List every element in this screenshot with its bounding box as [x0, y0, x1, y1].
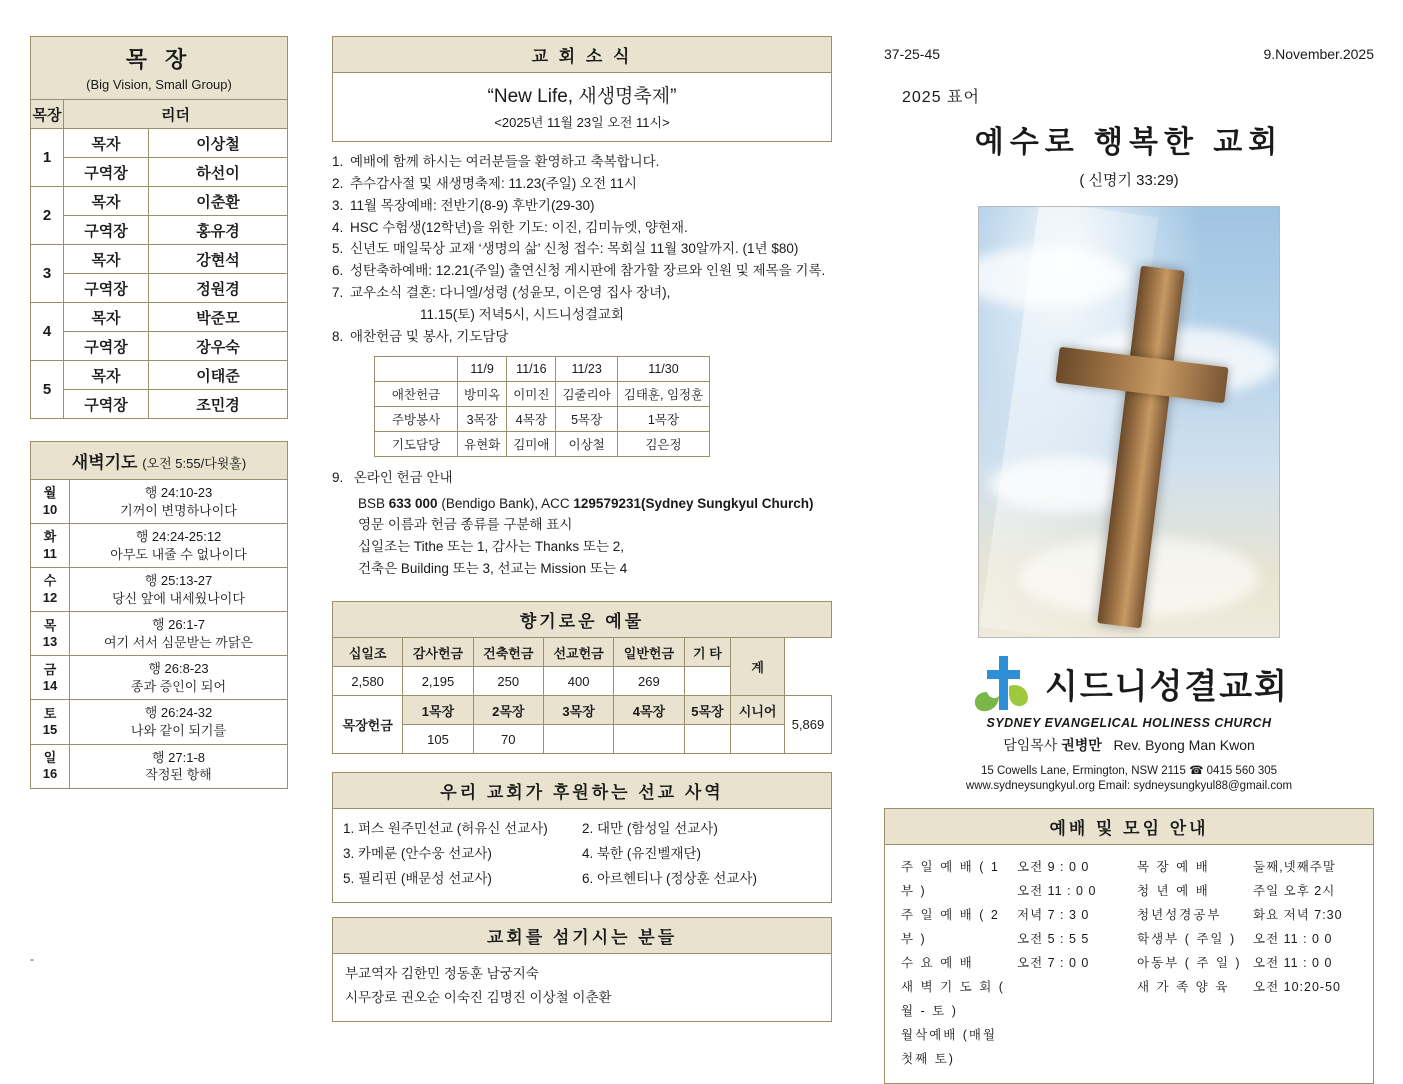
worship-item: 아동부 ( 주 일 ) — [1137, 956, 1242, 970]
dawn-line: 여기 서서 심문받는 까닭은 — [104, 634, 253, 650]
worship-col-group-times — [1249, 855, 1365, 1071]
notice-number: 9. — [332, 469, 344, 485]
mokjang-offering-value — [731, 725, 785, 754]
notice-number: 8. — [332, 328, 344, 344]
table-row — [375, 381, 710, 406]
church-logo-icon — [969, 652, 1035, 714]
table-row — [31, 480, 288, 524]
worship-item: 청년성경공부 — [1137, 908, 1222, 922]
incense-amount: 2,195 — [403, 667, 473, 696]
table-row — [31, 524, 288, 568]
worship-time: 오전 11 : 0 0 — [1253, 956, 1333, 970]
notice-number: 4. — [332, 219, 344, 235]
mokjang-offering-value — [543, 725, 613, 754]
bulletin-header — [884, 46, 1374, 62]
mokjang-role: 구역장 — [64, 390, 149, 419]
dawn-verse-cell — [70, 480, 288, 524]
duty-label: 애찬헌금 — [375, 381, 458, 406]
table-row — [375, 406, 710, 431]
duty-cell: 1목장 — [617, 406, 709, 431]
table-row — [31, 245, 288, 274]
worship-col-times — [1013, 855, 1129, 1071]
dawn-day — [31, 568, 70, 612]
list-item — [332, 151, 832, 173]
theme-reference: ( 신명기 33:29) — [1079, 172, 1179, 189]
bank-note-2: 십일조는 Tithe 또는 1, 감사는 Thanks 또는 2, — [358, 538, 625, 554]
table-row — [31, 568, 288, 612]
mokjang-table — [30, 99, 288, 419]
bank-account-line — [358, 493, 832, 515]
dawn-day-date: 13 — [42, 633, 58, 649]
bank-acc-label: (Bendigo Bank), ACC — [437, 495, 574, 511]
dawn-prayer-title-box — [30, 441, 288, 480]
church-address: 15 Cowells Lane, Ermington, NSW 2115 ☎ 0415 560 305 — [980, 765, 1278, 777]
duty-cell: 3목장 — [458, 406, 507, 431]
worship-item: 새 벽 기 도 회 ( 월 - 토 ) — [901, 980, 1005, 1018]
dawn-verse: 행 24:24-25:12 — [135, 529, 222, 545]
list-item — [332, 217, 832, 239]
worship-time: 둘째,넷째주말 — [1253, 860, 1336, 874]
list-item — [332, 282, 832, 304]
duty-date: 11/16 — [507, 356, 556, 381]
incense-amount: 250 — [473, 667, 543, 696]
worship-time: 화요 저녁 7:30 — [1253, 908, 1343, 922]
table-header-row — [375, 356, 710, 381]
table-row — [31, 361, 288, 390]
incense-title: 향기로운 예물 — [332, 601, 832, 638]
mokjang-title-box — [30, 36, 288, 100]
incense-total-value: 5,869 — [785, 696, 832, 754]
servants-line-1: 부교역자 김한민 정동훈 남궁지숙 — [345, 966, 539, 982]
dawn-day-date: 15 — [42, 722, 58, 738]
mission-title: 우리 교회가 후원하는 선교 사역 — [332, 772, 832, 809]
notice-text: 온라인 헌금 안내 — [353, 469, 453, 485]
duty-cell: 5목장 — [556, 406, 617, 431]
incense-col: 십일조 — [333, 638, 403, 667]
mokjang-role: 구역장 — [64, 216, 149, 245]
duty-date: 11/30 — [617, 356, 709, 381]
list-item — [343, 817, 821, 842]
dawn-day — [31, 524, 70, 568]
notice-number: 6. — [332, 263, 344, 279]
mokjang-name: 박준모 — [149, 303, 288, 332]
notice-text: 예배에 함께 하시는 여러분들을 환영하고 축복합니다. — [350, 154, 660, 169]
worship-time: 오전 10:20-50 — [1253, 980, 1341, 994]
table-row — [31, 129, 288, 158]
mokjang-subtitle: (Big Vision, Small Group) — [86, 77, 232, 92]
church-name-korean: 시드니성결교회 — [1045, 667, 1289, 706]
duty-date: 11/9 — [458, 356, 507, 381]
worship-guide-grid — [893, 855, 1365, 1071]
mission-item: 4. 북한 (유진벨재단) — [582, 846, 702, 862]
duty-cell: 4목장 — [507, 406, 556, 431]
mokjang-offering-value — [614, 725, 684, 754]
church-logo-row — [884, 652, 1374, 714]
pastor-label: 담임목사 — [1003, 737, 1058, 753]
dawn-day-date: 16 — [42, 766, 58, 782]
pastor-name-korean: 권병만 — [1061, 737, 1102, 753]
notice-number: 7. — [332, 285, 344, 301]
mokjang-col-leader: 리더 — [64, 100, 288, 129]
church-web-email: www.sydneysungkyul.org Email: sydneysungkyul88@gmail.com — [965, 780, 1293, 792]
notice-text: 11월 목장예배: 전반기(8-9) 후반기(29-30) — [350, 197, 595, 213]
duty-cell: 김태훈, 임정훈 — [617, 381, 709, 406]
mokjang-name: 정원경 — [149, 274, 288, 303]
worship-guide-box — [884, 845, 1374, 1084]
mokjang-title: 목 장 — [125, 47, 193, 72]
mokjang-role: 구역장 — [64, 332, 149, 361]
mokjang-offering-col: 5목장 — [684, 696, 731, 725]
notice-text: 신년도 매일묵상 교재 ‘생명의 삶’ 신청 접수: 목회실 11월 30알까지. (1년 $80) — [350, 241, 799, 257]
worship-item: 새 가 족 양 육 — [1137, 980, 1230, 994]
worship-item: 목 장 예 배 — [1137, 860, 1210, 874]
table-row — [31, 303, 288, 332]
mokjang-name: 조민경 — [149, 390, 288, 419]
theme-main: 예수로 행복한 교회 — [974, 126, 1284, 159]
duty-cell: 이상철 — [556, 431, 617, 456]
worship-time: 주일 오후 2시 — [1253, 884, 1336, 898]
incense-amount — [684, 667, 731, 696]
worship-col-names — [893, 855, 1013, 1071]
dawn-prayer-table — [30, 479, 288, 789]
dawn-line: 종과 증인이 되어 — [130, 678, 227, 694]
table-row — [31, 656, 288, 700]
table-row — [31, 332, 288, 361]
mokjang-offering-col: 2목장 — [473, 696, 543, 725]
worship-col-groups — [1129, 855, 1249, 1071]
notice-number: 3. — [332, 197, 344, 213]
mission-item: 2. 대만 (함성일 선교사) — [582, 821, 718, 837]
cross-photo — [978, 206, 1280, 638]
dawn-day-name: 화 — [43, 529, 57, 545]
mokjang-col-no: 목장 — [31, 100, 64, 129]
duty-cell: 김미애 — [507, 431, 556, 456]
dawn-day-name: 토 — [43, 705, 57, 721]
dawn-verse: 행 25:13-27 — [144, 573, 213, 589]
table-row — [31, 744, 288, 788]
dawn-day — [31, 612, 70, 656]
duty-cell: 김은정 — [617, 431, 709, 456]
theme-year: 2025 표어 — [902, 89, 980, 106]
dawn-day-name: 수 — [43, 573, 57, 589]
middle-column — [332, 36, 832, 1022]
bank-bsb-value: 633 000 — [388, 495, 438, 511]
table-header-row — [31, 100, 288, 129]
mokjang-offering-value: 70 — [473, 725, 543, 754]
worship-item: 청 년 예 배 — [1137, 884, 1210, 898]
dawn-day-date: 10 — [42, 501, 58, 517]
dawn-day-date: 14 — [42, 677, 58, 693]
notice-text: 성탄축하예배: 12.21(주일) 출연신청 게시판에 참가할 장르와 인원 및 제목을 기록. — [350, 263, 826, 279]
table-row — [375, 431, 710, 456]
duty-label: 주방봉사 — [375, 406, 458, 431]
table-row — [333, 696, 832, 725]
incense-amount: 2,580 — [333, 667, 403, 696]
mokjang-offering-value — [684, 725, 731, 754]
mokjang-name: 장우숙 — [149, 332, 288, 361]
worship-time: 오전 11 : 0 0 — [1253, 932, 1333, 946]
dawn-line: 기꺼이 변명하나이다 — [120, 502, 237, 518]
mokjang-role: 목자 — [64, 187, 149, 216]
worship-item: 수 요 예 배 — [901, 956, 974, 970]
dawn-day — [31, 480, 70, 524]
mission-item: 5. 필리핀 (배문성 선교사) — [343, 871, 492, 887]
mokjang-no: 5 — [31, 361, 64, 419]
church-name-english: SYDNEY EVANGELICAL HOLINESS CHURCH — [986, 716, 1272, 730]
mokjang-no: 1 — [31, 129, 64, 187]
dawn-verse-cell — [70, 744, 288, 788]
worship-item: 주 일 예 배 ( 1 부 ) — [901, 860, 1000, 898]
mokjang-no: 2 — [31, 187, 64, 245]
dawn-verse: 행 26:1-7 — [151, 617, 206, 633]
newlife-datetime: <2025년 11월 23일 오전 11시> — [494, 115, 670, 130]
incense-amount: 400 — [543, 667, 613, 696]
mokjang-role: 구역장 — [64, 274, 149, 303]
mokjang-offering-col: 4목장 — [614, 696, 684, 725]
dawn-line: 당신 앞에 내세웠나이다 — [112, 590, 245, 606]
dawn-day-name: 목 — [43, 617, 57, 633]
worship-time: 오전 7 : 0 0 — [1017, 956, 1090, 970]
duty-date: 11/23 — [556, 356, 617, 381]
dawn-verse: 행 26:8-23 — [148, 661, 209, 677]
mission-list — [332, 809, 832, 903]
mokjang-role: 구역장 — [64, 158, 149, 187]
list-item — [332, 238, 832, 260]
worship-item: 학생부 ( 주일 ) — [1137, 932, 1237, 946]
notice-number: 5. — [332, 241, 344, 257]
dawn-day — [31, 744, 70, 788]
mission-item: 3. 카메룬 (안수웅 선교사) — [343, 846, 492, 862]
right-column — [884, 46, 1374, 1084]
worship-time: 오전 9 : 0 0 — [1017, 860, 1090, 874]
dawn-day-name: 일 — [43, 749, 57, 765]
list-item — [332, 326, 832, 348]
mokjang-name: 이상철 — [149, 129, 288, 158]
bank-note-3: 건축은 Building 또는 3, 선교는 Mission 또는 4 — [358, 560, 628, 576]
dawn-verse: 행 27:1-8 — [151, 749, 206, 765]
bank-acc-value: 129579231(Sydney Sungkyul Church) — [573, 495, 814, 511]
dawn-day-name: 금 — [43, 661, 57, 677]
pastor-line — [884, 735, 1374, 755]
page-corner-mark: - — [30, 952, 34, 966]
mokjang-offering-col: 1목장 — [403, 696, 473, 725]
online-offering-heading — [332, 466, 832, 486]
duty-corner — [375, 356, 458, 381]
dawn-verse-cell — [70, 568, 288, 612]
pastor-name-english: Rev. Byong Man Kwon — [1113, 737, 1255, 753]
mokjang-offering-col: 3목장 — [543, 696, 613, 725]
dawn-day-date: 12 — [42, 589, 58, 605]
mokjang-offering-col: 시니어 — [731, 696, 785, 725]
table-row — [31, 216, 288, 245]
worship-time: 오전 5 : 5 5 — [1017, 932, 1090, 946]
duty-cell: 이미진 — [507, 381, 556, 406]
bank-bsb-label: BSB — [358, 495, 389, 511]
list-item — [332, 195, 832, 217]
worship-time: 오전 11 : 0 0 — [1017, 884, 1097, 898]
duty-table — [374, 356, 710, 457]
servants-title: 교회를 섬기시는 분들 — [332, 917, 832, 954]
table-row — [333, 725, 832, 754]
duty-label: 기도담당 — [375, 431, 458, 456]
mokjang-role: 목자 — [64, 129, 149, 158]
notice-number: 1. — [332, 154, 344, 169]
left-column — [30, 36, 288, 789]
servants-line-2: 시무장로 권오순 이숙진 김명진 이상철 이춘환 — [345, 990, 612, 1006]
notice-subtext: 11.15(토) 저녁5시, 시드니성결교회 — [420, 307, 624, 323]
incense-col: 건축헌금 — [473, 638, 543, 667]
incense-col: 선교헌금 — [543, 638, 613, 667]
newlife-title: “New Life, 새생명축제” — [487, 86, 677, 107]
incense-col: 감사헌금 — [403, 638, 473, 667]
mokjang-role: 목자 — [64, 361, 149, 390]
list-item — [332, 173, 832, 195]
list-item — [343, 842, 821, 867]
duty-cell: 김줄리아 — [556, 381, 617, 406]
list-item — [343, 867, 821, 892]
notice-list — [332, 151, 832, 348]
mokjang-name: 이태준 — [149, 361, 288, 390]
worship-guide-title: 예배 및 모임 안내 — [884, 808, 1374, 845]
dawn-day-name: 월 — [43, 485, 57, 501]
list-item — [332, 260, 832, 282]
dawn-verse-cell — [70, 524, 288, 568]
bank-note-1: 영문 이름과 헌금 종류를 구분해 표시 — [358, 517, 573, 533]
dawn-verse-cell — [70, 700, 288, 744]
servants-list — [332, 954, 832, 1022]
table-row — [31, 274, 288, 303]
dawn-day-date: 11 — [43, 545, 57, 561]
worship-item: 주 일 예 배 ( 2 부 ) — [901, 908, 1000, 946]
worship-time: 저녁 7 : 3 0 — [1017, 908, 1090, 922]
dawn-day — [31, 656, 70, 700]
dawn-verse-cell — [70, 656, 288, 700]
dawn-verse: 행 24:10-23 — [144, 485, 213, 500]
worship-item: 월삭예배 (매월 첫째 토) — [901, 1028, 998, 1066]
notice-number: 2. — [332, 175, 344, 191]
notice-text: 추수감사절 및 새생명축제: 11.23(주일) 오전 11시 — [350, 175, 637, 191]
mission-item: 1. 퍼스 원주민선교 (허유신 선교사) — [343, 821, 548, 837]
mokjang-offering-label: 목장헌금 — [333, 696, 403, 754]
mokjang-role: 목자 — [64, 303, 149, 332]
dawn-verse: 행 26:24-32 — [144, 705, 213, 721]
mokjang-name: 하선이 — [149, 158, 288, 187]
mokjang-name: 강현석 — [149, 245, 288, 274]
dawn-prayer-subtitle: (오전 5:55/다윗홀) — [142, 456, 247, 471]
table-row — [31, 158, 288, 187]
mission-item: 6. 아르헨티나 (정상훈 선교사) — [582, 871, 757, 887]
mokjang-no: 3 — [31, 245, 64, 303]
issue-number: 37-25-45 — [884, 46, 941, 62]
notice-text: 애찬헌금 및 봉사, 기도담당 — [350, 328, 509, 344]
notice-text: HSC 수험생(12학년)을 위한 기도: 이진, 김미뉴엣, 양현재. — [350, 219, 688, 235]
duty-cell: 유현화 — [458, 431, 507, 456]
dawn-day — [31, 700, 70, 744]
church-news-title: 교 회 소 식 — [332, 36, 832, 73]
dawn-line: 작정된 항해 — [145, 767, 212, 783]
dawn-verse-cell — [70, 612, 288, 656]
incense-table — [332, 637, 832, 754]
table-row — [31, 612, 288, 656]
dawn-prayer-title: 새벽기도 — [71, 453, 138, 472]
mokjang-role: 목자 — [64, 245, 149, 274]
mokjang-name: 이춘환 — [149, 187, 288, 216]
table-row — [31, 390, 288, 419]
mokjang-no: 4 — [31, 303, 64, 361]
table-header-row — [333, 638, 832, 667]
table-row — [31, 700, 288, 744]
incense-col: 일반헌금 — [614, 638, 684, 667]
incense-amount: 269 — [614, 667, 684, 696]
table-row — [31, 187, 288, 216]
newlife-banner — [332, 73, 832, 142]
dawn-line: 아무도 내줄 수 없나이다 — [110, 546, 247, 562]
incense-col: 기 타 — [684, 638, 731, 667]
issue-date: 9.November.2025 — [1263, 46, 1374, 62]
notice-text: 교우소식 결혼: 다니엘/성령 (성윤모, 이은영 집사 장녀), — [350, 285, 671, 301]
incense-col-total: 계 — [731, 638, 785, 696]
duty-cell: 방미옥 — [458, 381, 507, 406]
mokjang-name: 홍유경 — [149, 216, 288, 245]
bank-info — [332, 493, 832, 579]
mokjang-offering-value: 105 — [403, 725, 473, 754]
dawn-line: 나와 같이 되기를 — [130, 723, 227, 739]
